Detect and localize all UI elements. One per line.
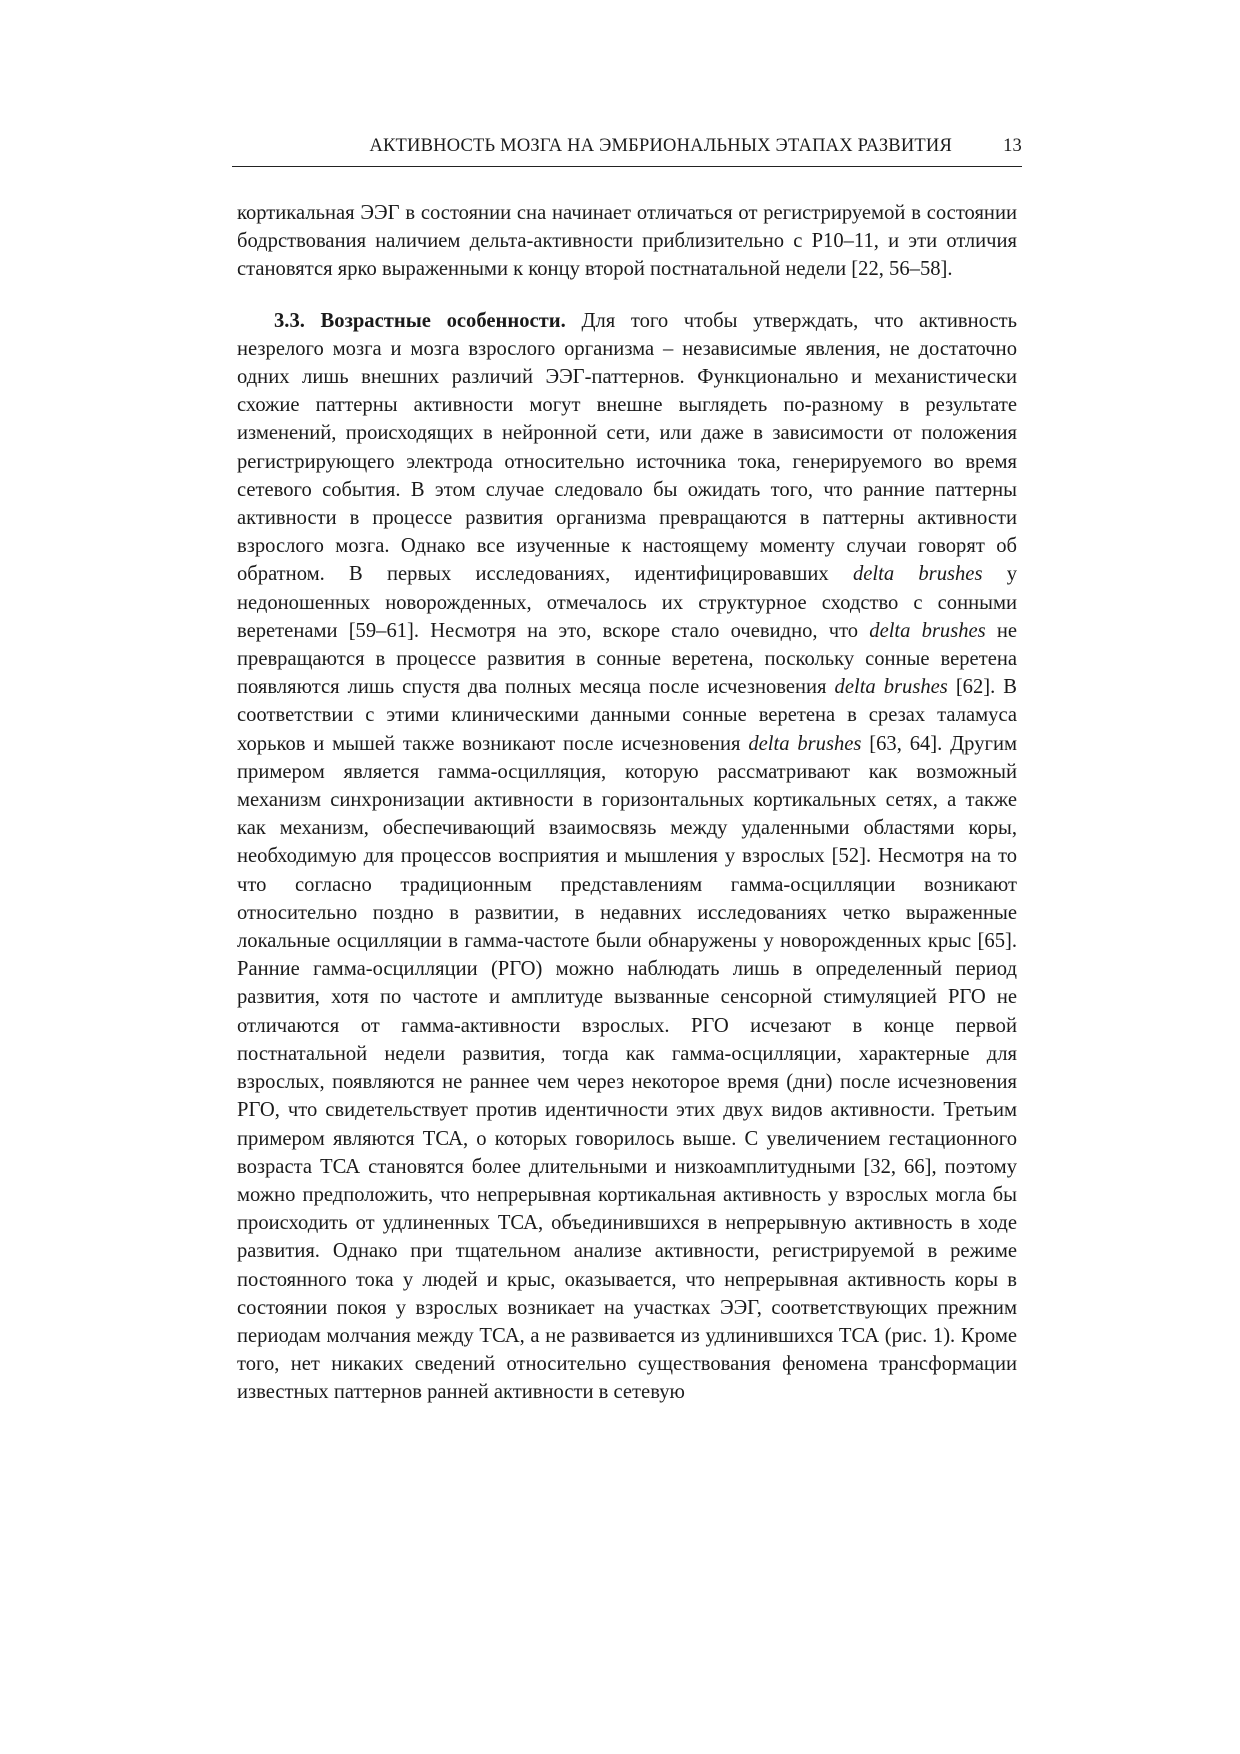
section-text-segment: Для того чтобы утверждать, что активность незрелого мозга и мозга взрослого организма – независимые явления, не достаточно одних лишь внешних различий ЭЭГ-паттернов. Функционально и механистически схожие паттерны активности могут внешне выглядеть по-разному в результате изменений, происходящих в нейронной сети, или даже в зависимости от положения регистрирующего электрода относительно источника тока, генерируемого во время сетевого события. В этом случае следовало бы ожидать того, что ранние паттерны активности в процессе развития организма превращаются в паттерны активности взрослого мозга. Однако все изученные к настоящему моменту случаи говорят об обратном. В первых исследованиях, идентифицировавших: [237, 309, 1017, 586]
section-text-segment: [62]. В соответствии с этими клиническими данными сонные веретена в срезах таламуса хорьков и мышей также возникают после исчезновения: [237, 676, 1018, 755]
page-number: 13: [1003, 136, 1022, 156]
running-header: [232, 136, 1022, 167]
term-delta-brushes: delta brushes: [852, 563, 983, 586]
term-delta-brushes: delta brushes: [834, 676, 948, 699]
running-header-title: АКТИВНОСТЬ МОЗГА НА ЭМБРИОНАЛЬНЫХ ЭТАПАХ РАЗВИТИЯ: [369, 136, 952, 156]
paragraph-spacer: [237, 284, 1017, 307]
term-delta-brushes: delta brushes: [748, 732, 862, 755]
section-text-segment: не превращаются в процессе развития в сонные веретена, поскольку сонные веретена появляются лишь спустя два полных месяца после исчезновения: [237, 619, 1018, 699]
section-paragraph: [237, 307, 1017, 1407]
section-heading: 3.3. Возрастные особенности.: [274, 309, 566, 332]
section-text-segment: у недоношенных новорожденных, отмечалось их структурное сходство с сонными веретенами [59–61]. Несмотря на это, вскоре стало очевидно, что: [237, 563, 1018, 642]
section-text-segment: [63, 64]. Другим примером является гамма-осцилляция, которую рассматривают как возможный механизм синхронизации активности в горизонтальных кортикальных сетях, а также как механизм, обеспечивающий взаимосвязь между удаленными областями коры, необходимую для процессов восприятия и мышления у взрослых [52]. Несмотря на то что согласно традиционным представлениям гамма-осцилляции возникают относительно поздно в развитии, в недавних исследованиях четко выраженные локальные осцилляции в гамма-частоте были обнаружены у новорожденных крыс [65]. Ранние гамма-осцилляции (РГО) можно наблюдать лишь в определенный период развития, хотя по частоте и амплитуде вызванные сенсорной стимуляцией РГО не отличаются от гамма-активности взрослых. РГО исчезают в конце первой постнатальной недели развития, тогда как гамма-осцилляции, характерные для взрослых, появляются не раннее чем через некоторое время (дни) после исчезновения РГО, что свидетельствует против идентичности этих двух видов активности. Третьим примером являются ТСА, о которых говорилось выше. С увеличением гестационного возраста ТСА становятся более длительными и низкоамплитудными [32, 66], поэтому можно предположить, что непрерывная кортикальная активность у взрослых могла бы происходить от удлиненных ТСА, объединившихся в непрерывную активность в ходе развития. Однако при тщательном анализе активности, регистрируемой в режиме постоянного тока у людей и крыс, оказывается, что непрерывная активность коры в состоянии покоя у взрослых возникает на участках ЭЭГ, соответствующих прежним периодам молчания между ТСА, а не развивается из удлинившихся ТСА (рис. 1). Кроме того, нет никаких сведений относительно существования феномена трансформации известных паттернов ранней активности в сетевую: [237, 732, 1017, 1404]
body-text: [237, 199, 1017, 1407]
paragraph-continuation: кортикальная ЭЭГ в состоянии сна начинает отличаться от регистрируемой в состоянии бодрствования наличием дельта-активности приблизительно с P10–11, и эти отличия становятся ярко выраженными к концу второй постнатальной недели [22, 56–58].: [237, 202, 1017, 281]
term-delta-brushes: delta brushes: [869, 619, 986, 642]
